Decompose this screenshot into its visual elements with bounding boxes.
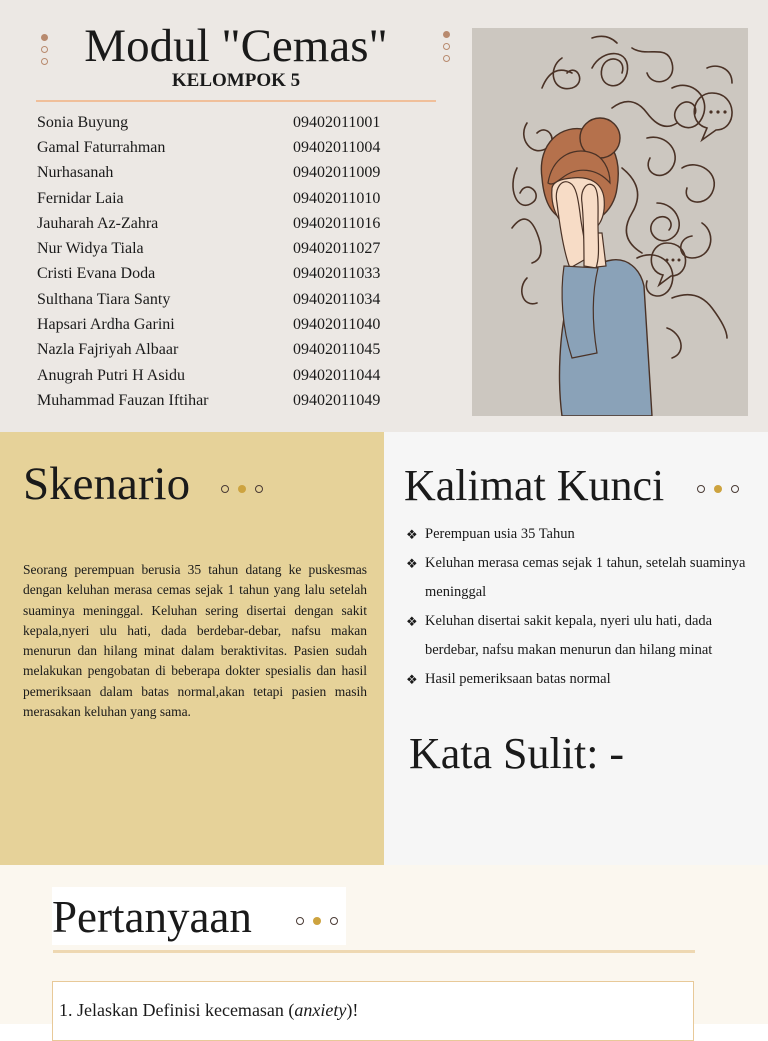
member-nim: 09402011010: [293, 189, 381, 207]
group-subtitle: KELOMPOK 5: [171, 70, 301, 91]
page-title: Modul "Cemas": [84, 20, 388, 72]
member-name: Jauharah Az-Zahra: [37, 214, 159, 232]
question-1-suffix: )!: [346, 1000, 359, 1020]
decorative-dots: [697, 485, 739, 493]
pertanyaan-heading: Pertanyaan: [52, 892, 252, 942]
member-row: [37, 135, 397, 160]
member-row: [37, 110, 397, 135]
member-name: Gamal Faturrahman: [37, 138, 166, 156]
member-name: Cristi Evana Doda: [37, 265, 156, 283]
key-sentence-text: Hasil pemeriksaan batas normal: [425, 671, 611, 687]
divider: [53, 950, 695, 953]
skenario-heading: Skenario: [23, 458, 191, 510]
member-name: Sonia Buyung: [37, 113, 129, 131]
member-row: [37, 186, 397, 211]
kalimat-kunci-heading: Kalimat Kunci: [404, 461, 665, 510]
decorative-dots-right: [443, 31, 450, 62]
member-name: Nur Widya Tiala: [37, 240, 144, 258]
member-nim: 09402011027: [293, 240, 381, 258]
key-sentence-list: [406, 520, 746, 694]
question-1: [59, 1000, 358, 1021]
question-1-prefix: 1. Jelaskan Definisi kecemasan (: [59, 1000, 295, 1020]
member-list: [37, 110, 397, 414]
decorative-dots: [296, 917, 338, 925]
member-row: [37, 312, 397, 337]
key-sentence-item: [406, 549, 746, 607]
title-section: [0, 0, 768, 432]
key-sentence-text: Keluhan disertai sakit kepala, nyeri ulu hati, dada berdebar, nafsu makan menurun dan hilang minat: [425, 613, 713, 658]
member-name: Hapsari Ardha Garini: [37, 316, 175, 334]
dot-icon: [238, 485, 246, 493]
member-name: Anugrah Putri H Asidu: [37, 366, 185, 384]
key-sentence-item: [406, 665, 746, 694]
key-sentence-text: Perempuan usia 35 Tahun: [425, 526, 575, 542]
dot-icon: [697, 485, 705, 493]
question-1-term: anxiety: [294, 1000, 347, 1020]
member-name: Nurhasanah: [37, 164, 114, 182]
member-row: [37, 338, 397, 363]
member-row: [37, 388, 397, 413]
member-nim: 09402011040: [293, 316, 381, 334]
dot-icon: [313, 917, 321, 925]
key-sentence-text: Keluhan merasa cemas sejak 1 tahun, setelah suaminya meninggal: [425, 555, 746, 600]
member-row: [37, 363, 397, 388]
member-nim: 09402011009: [293, 164, 381, 182]
member-name: Nazla Fajriyah Albaar: [37, 341, 179, 359]
member-row: [37, 287, 397, 312]
dot-icon: [255, 485, 263, 493]
anxious-woman-illustration: [472, 28, 748, 416]
member-row: [37, 211, 397, 236]
skenario-panel: [0, 432, 384, 865]
dot-icon: [296, 917, 304, 925]
illustration-svg: [472, 28, 748, 416]
member-nim: 09402011049: [293, 391, 381, 409]
member-name: Fernidar Laia: [37, 189, 124, 207]
dot-icon: [714, 485, 722, 493]
question-box: [52, 981, 694, 1041]
member-nim: 09402011044: [293, 366, 381, 384]
diamond-bullet-icon: ❖: [406, 556, 418, 571]
dot-icon: [443, 43, 450, 50]
skenario-text: Seorang perempuan berusia 35 tahun datang ke puskesmas dengan keluhan merasa cemas sejak 1 tahun yang lalu setelah suaminya meninggal. Keluhan sering disertai dengan sakit kepala,nyeri ulu hati, dada berdebar-debar, nafsu makan menurun dan hilang minat dalam beraktivitas. Pasien sudah melakukan pengobatan di beberapa dokter spesialis dan hasil pemeriksaan dalam batas normal,akan tetapi pasien masih merasakan keluhan yang sama.: [23, 562, 367, 720]
dot-icon: [443, 55, 450, 62]
member-row: [37, 236, 397, 261]
member-nim: 09402011016: [293, 214, 381, 232]
member-nim: 09402011033: [293, 265, 381, 283]
key-sentence-item: [406, 607, 746, 665]
pertanyaan-section: [0, 865, 768, 1024]
dot-icon: [330, 917, 338, 925]
dot-icon: [731, 485, 739, 493]
member-nim: 09402011045: [293, 341, 381, 359]
member-row: [37, 262, 397, 287]
key-sentence-item: [406, 520, 746, 549]
diamond-bullet-icon: ❖: [406, 672, 418, 687]
diamond-bullet-icon: ❖: [406, 614, 418, 629]
pertanyaan-heading-box: [52, 887, 346, 945]
member-nim: 09402011034: [293, 290, 381, 308]
kalimat-kunci-panel: [384, 432, 768, 865]
decorative-dots: [221, 485, 263, 493]
dot-icon: [443, 31, 450, 38]
diamond-bullet-icon: ❖: [406, 527, 418, 542]
member-name: Sulthana Tiara Santy: [37, 290, 171, 308]
member-nim: 09402011001: [293, 113, 381, 131]
dot-icon: [221, 485, 229, 493]
member-name: Muhammad Fauzan Iftihar: [37, 391, 209, 409]
divider: [36, 100, 436, 102]
member-row: [37, 161, 397, 186]
kata-sulit-heading: Kata Sulit: -: [409, 729, 625, 778]
member-nim: 09402011004: [293, 138, 381, 156]
